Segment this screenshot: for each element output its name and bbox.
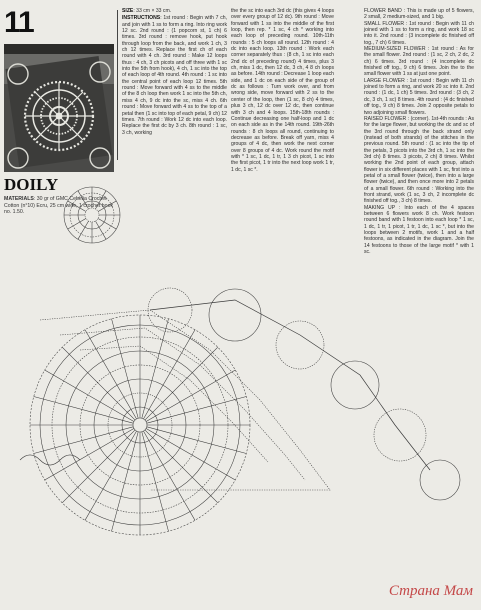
- diagram-stitch-line: [45, 370, 134, 422]
- diagram-stitch-line: [85, 431, 137, 520]
- diagram-stitch-line: [145, 430, 218, 503]
- diagram-stitch-line: [45, 429, 134, 481]
- size-label: SIZE: [122, 8, 134, 14]
- flower-band: [148, 288, 460, 500]
- instructions-column-2: [231, 8, 334, 173]
- diagram-stitch-line: [62, 347, 135, 420]
- diagram-stitch-line: [146, 429, 235, 481]
- watermark: Страна Мам: [388, 583, 473, 599]
- large-medallion: [30, 315, 250, 535]
- festoon-edge: [20, 455, 80, 465]
- diagram-stitch-line: [146, 370, 235, 422]
- diagram-stitch-line: [144, 330, 196, 419]
- diagram-stitch-line: [34, 427, 134, 454]
- diagram-stitch-line: [34, 397, 134, 424]
- diagram-stitch-line: [112, 432, 139, 532]
- diagram-stitch-line: [98, 201, 116, 212]
- pattern-number: 11: [4, 6, 34, 39]
- lace-triangle: [40, 310, 330, 490]
- materials-label: MATERIALS: [4, 196, 34, 202]
- column-divider: [117, 10, 118, 160]
- crochet-diagram: [0, 160, 481, 610]
- diagram-stitch-line: [85, 330, 137, 419]
- diagram-stitch-line: [96, 221, 107, 239]
- doily-title: DOILY: [4, 175, 59, 194]
- diagram-stitch-line: [142, 319, 169, 419]
- instructions-column-1: [122, 8, 227, 158]
- diagram-stitch-line: [112, 319, 139, 419]
- diagram-stitch-line: [142, 432, 169, 532]
- diagram-stitch-line: [147, 397, 247, 424]
- instructions-text-1: : 1st round : Begin with 7 ch, and join with 1 ss to form a ring. Into ring work 12 sc. 2nd round : (1 popcorn st, 1 ch) 6 times. 3rd round : remove hook, put hook through loop from the back, and work 1 ch, 3 ch 12 times. Replace the first ch of each round with 4 ch. 3rd round : Make 12 loops thus : 4 ch, 3 ch picots and off three with 1 sc into the 5th from hook), 4 ch, 1 sc into the top of each loop of 4th round. 4th round : 1 sc into the central point of each loop 12 times. 5th round : Move forward with 4 ss to the middle of the 8 ch loop then work 1 sc into the 5th ch, miss 4 ch, 9 dc into the sc, miss 4 ch. 6th round : Move forward with 4 ss to the top of a petal then (1 sc into top of each petal, 9 ch) 12 times. 7th round : Work 12 dc into each loop. Replace the first dc by 3 ch. 8th round : 1 sc, 3 ch, working: [122, 15, 227, 136]
- diagram-stitch-line: [78, 221, 89, 239]
- diagram-stitch-line: [98, 219, 116, 230]
- small-flower-top: [64, 187, 120, 243]
- diagram-stitch-line: [145, 347, 218, 420]
- doily-photo: [4, 44, 114, 172]
- instructions-text-3: FLOWER BAND : This is made up of 5 flowers, 2 small, 2 medium-sized, and 1 big. SMALL FLOWER : 1st round : Begin with 11 ch joined with 1 ss to form a ring, and work 18 sc into it. 2nd round : (3 incomplete dc finished off tog., 7 ch) 6 times. MEDIUM-SIZED FLOWER : 1st round : As for the small flower. 2nd round : (1 sc, 2 ch, 2 dc, 2 ch) 6 times. 3rd round : (4 incomplete dc finished off tog., 9 ch) 6 times. Join the to the small flower with 1 ss at just one point. LARGE FLOWER : 1st round : Begin with 11 ch joined to form a ring, and work 20 sc into it. 2nd round : (1 dc, 1 ch) 5 times. 3rd round : (3 ch, 2 dc, 3 ch, 1 sc) 8 times. 4th round : (4 dc finished off tog., 9 ch) 8 times. Join 2 opposite petals to two adjoining small flowers. RAISED FLOWER : (corner). 1st-4th rounds : As for the large flower, but working the dc and sc of the 3rd round through the back strand only (instead of both strands) of the stitches in the previous round. 5th round : (1 sc into the tip of the petals, 3 picots into the 3rd ch, 1 sc into the 3rd ch) 8 times. 3 picots, 2 ch) 8 times. Whilst working the 2nd point of each group, attach flower in six different places with 1 sc, first into a petal of a small flower (twice), then into a large flower (twice), and then once more into 2 petals of a small flower. 6th round : Working into the front strand, work (1 sc, 3 ch, 2 incomplete dc finished off tog., 3 ch) 8 times. MAKING UP : Into each of the 4 spaces between 6 flowers work 8 ch. Work festoon round band with 1 festoon into each loop * 1 sc, 1 dc, 1 tr, 1 picot, 1 tr, 1 dc, 1 sc *, but into the loops between 2 motifs, work 1 and a half festoons, as indicated in the diagram. Join the 14 festoons to those of the large motif * with 1 sc.: [364, 8, 474, 256]
- diagram-stitch-line: [62, 430, 135, 503]
- instructions-label: INSTRUCTIONS: [122, 15, 161, 22]
- diagram-stitch-line: [147, 427, 247, 454]
- diagram-stitch-line: [144, 431, 196, 520]
- instructions-text-2: the the sc into each 3rd dc (this gives 4 loops over every group of 12 dc). 9th round : Move forward with 1 ss into the middle of the first loop, then rep. * 1 sc, 4 ch * working into each loop of preceding round. 10th-11th rounds : 5 ch loops all round. 12th round : 4 dc into each loop. 13th round : Work each corner separately thus : (8 ch, 1 sc into each 2nd dc of preceding round) 4 times, plus 3 ch, miss 1 dc, then 12 dc, 3 ch, 4 8 ch loops as before. 14th round : Decrease 1 loop each side, and 1 dc on each side of the group of dc as follows : Turn work over, and from wrong side, move forward with 2 ss to the center of the loop, then (1 sc, 8 ch) 4 times, plus 3 ch, 12 dc over 12 dc, then continue with 3 ch and 4 loops. 15th-18th rounds : Continue decreasing one half-loop and 1 dc on each side as in the 14th round. 19th-26th rounds : 8 ch loops all round, continuing to decrease as before. Break off yarn, miss 4 groups of 4 dc, then work the next corner over 8 groups of 4 dc. Work round the motif with * 1 sc, 1 dc, 1 tr, 1 3 ch picot, 1 sc into the first picot, 1 tr into the next loop work 1 tr, 1 dc, 1 sc *.: [231, 8, 334, 173]
- doily-photo-image: [4, 44, 114, 172]
- materials-body: : 30 gr of GMC Cebelia Crochet Cotton (n°10) Ecru, 25 cm wide, 1 crochet hook no. 1.50.: [4, 196, 114, 216]
- size-text: : 33 cm × 33 cm.: [133, 8, 172, 14]
